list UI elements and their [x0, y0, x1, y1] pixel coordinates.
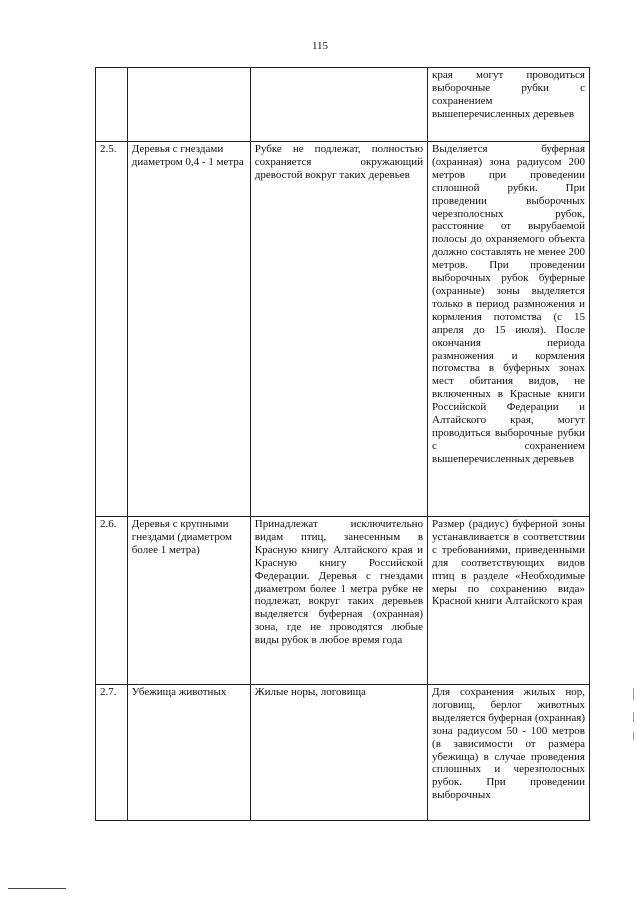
- object-cell: Убежища животных: [127, 685, 250, 821]
- object-cell: Деревья с крупными гнездами (диаметром более 1 метра): [127, 517, 250, 685]
- row-number-cell: 2.5.: [96, 142, 128, 517]
- row-number-cell: [96, 68, 128, 142]
- object-cell: Деревья с гнездами диаметром 0,4 - 1 метра: [127, 142, 250, 517]
- table-row: [96, 142, 590, 517]
- table-row: [96, 68, 590, 142]
- footnote-divider: [8, 888, 66, 889]
- scan-edge-mark: [633, 712, 634, 722]
- requirements-cell: Размер (радиус) буферной зоны устанавливается в соответствии с требованиями, приведенными для соответствующих видов птиц в разделе «Необходимые меры по сохранению вида» Красной книги Алтайского края: [428, 517, 590, 685]
- scan-edge-mark: [633, 732, 634, 740]
- object-cell: [127, 68, 250, 142]
- row-number-cell: 2.6.: [96, 517, 128, 685]
- document-table: [95, 67, 590, 821]
- row-number-cell: 2.7.: [96, 685, 128, 821]
- scan-edge-mark: [633, 688, 634, 700]
- requirements-cell: края могут проводиться выборочные рубки с сохранением вышеперечисленных деревьев: [428, 68, 590, 142]
- table-row: [96, 517, 590, 685]
- requirements-cell: Для сохранения жилых нор, логовищ, берлог животных выделяется буферная (охранная) зона радиусом 50 - 100 метров (в зависимости от размера убежища) в случае проведения сплошных и черезполосных рубок. При проведении выборочных: [428, 685, 590, 821]
- description-cell: Рубке не подлежат, полностью сохраняется окружающий древостой вокруг таких деревьев: [250, 142, 427, 517]
- description-cell: Жилые норы, логовища: [250, 685, 427, 821]
- table-row: [96, 685, 590, 821]
- description-cell: [250, 68, 427, 142]
- description-cell: Принадлежат исключительно видам птиц, занесенным в Красную книгу Алтайского края и Красную книгу Российской Федерации. Деревья с гнездами диаметром более 1 метра рубке не подлежат, вокруг таких деревьев выделяется буферная (охранная) зона, где не проводятся любые виды рубок в любое время года: [250, 517, 427, 685]
- requirements-cell: Выделяется буферная (охранная) зона радиусом 200 метров при проведении сплошной рубки. При проведении выборочных черезполосных рубок, расстояние от вырубаемой полосы до охраняемого объекта должно составлять не менее 200 метров. При проведении выборочных рубок буферные (охранные) зоны выделяется только в период размножения и кормления потомства (с 15 апреля до 15 июля). После окончания периода размножения и кормления потомства в буферных зонах мест обитания видов, не включенных в Красные книги Российской Федерации и Алтайского края, могут проводиться выборочные рубки с сохранением вышеперечисленных деревьев: [428, 142, 590, 517]
- page-number: 115: [311, 40, 329, 52]
